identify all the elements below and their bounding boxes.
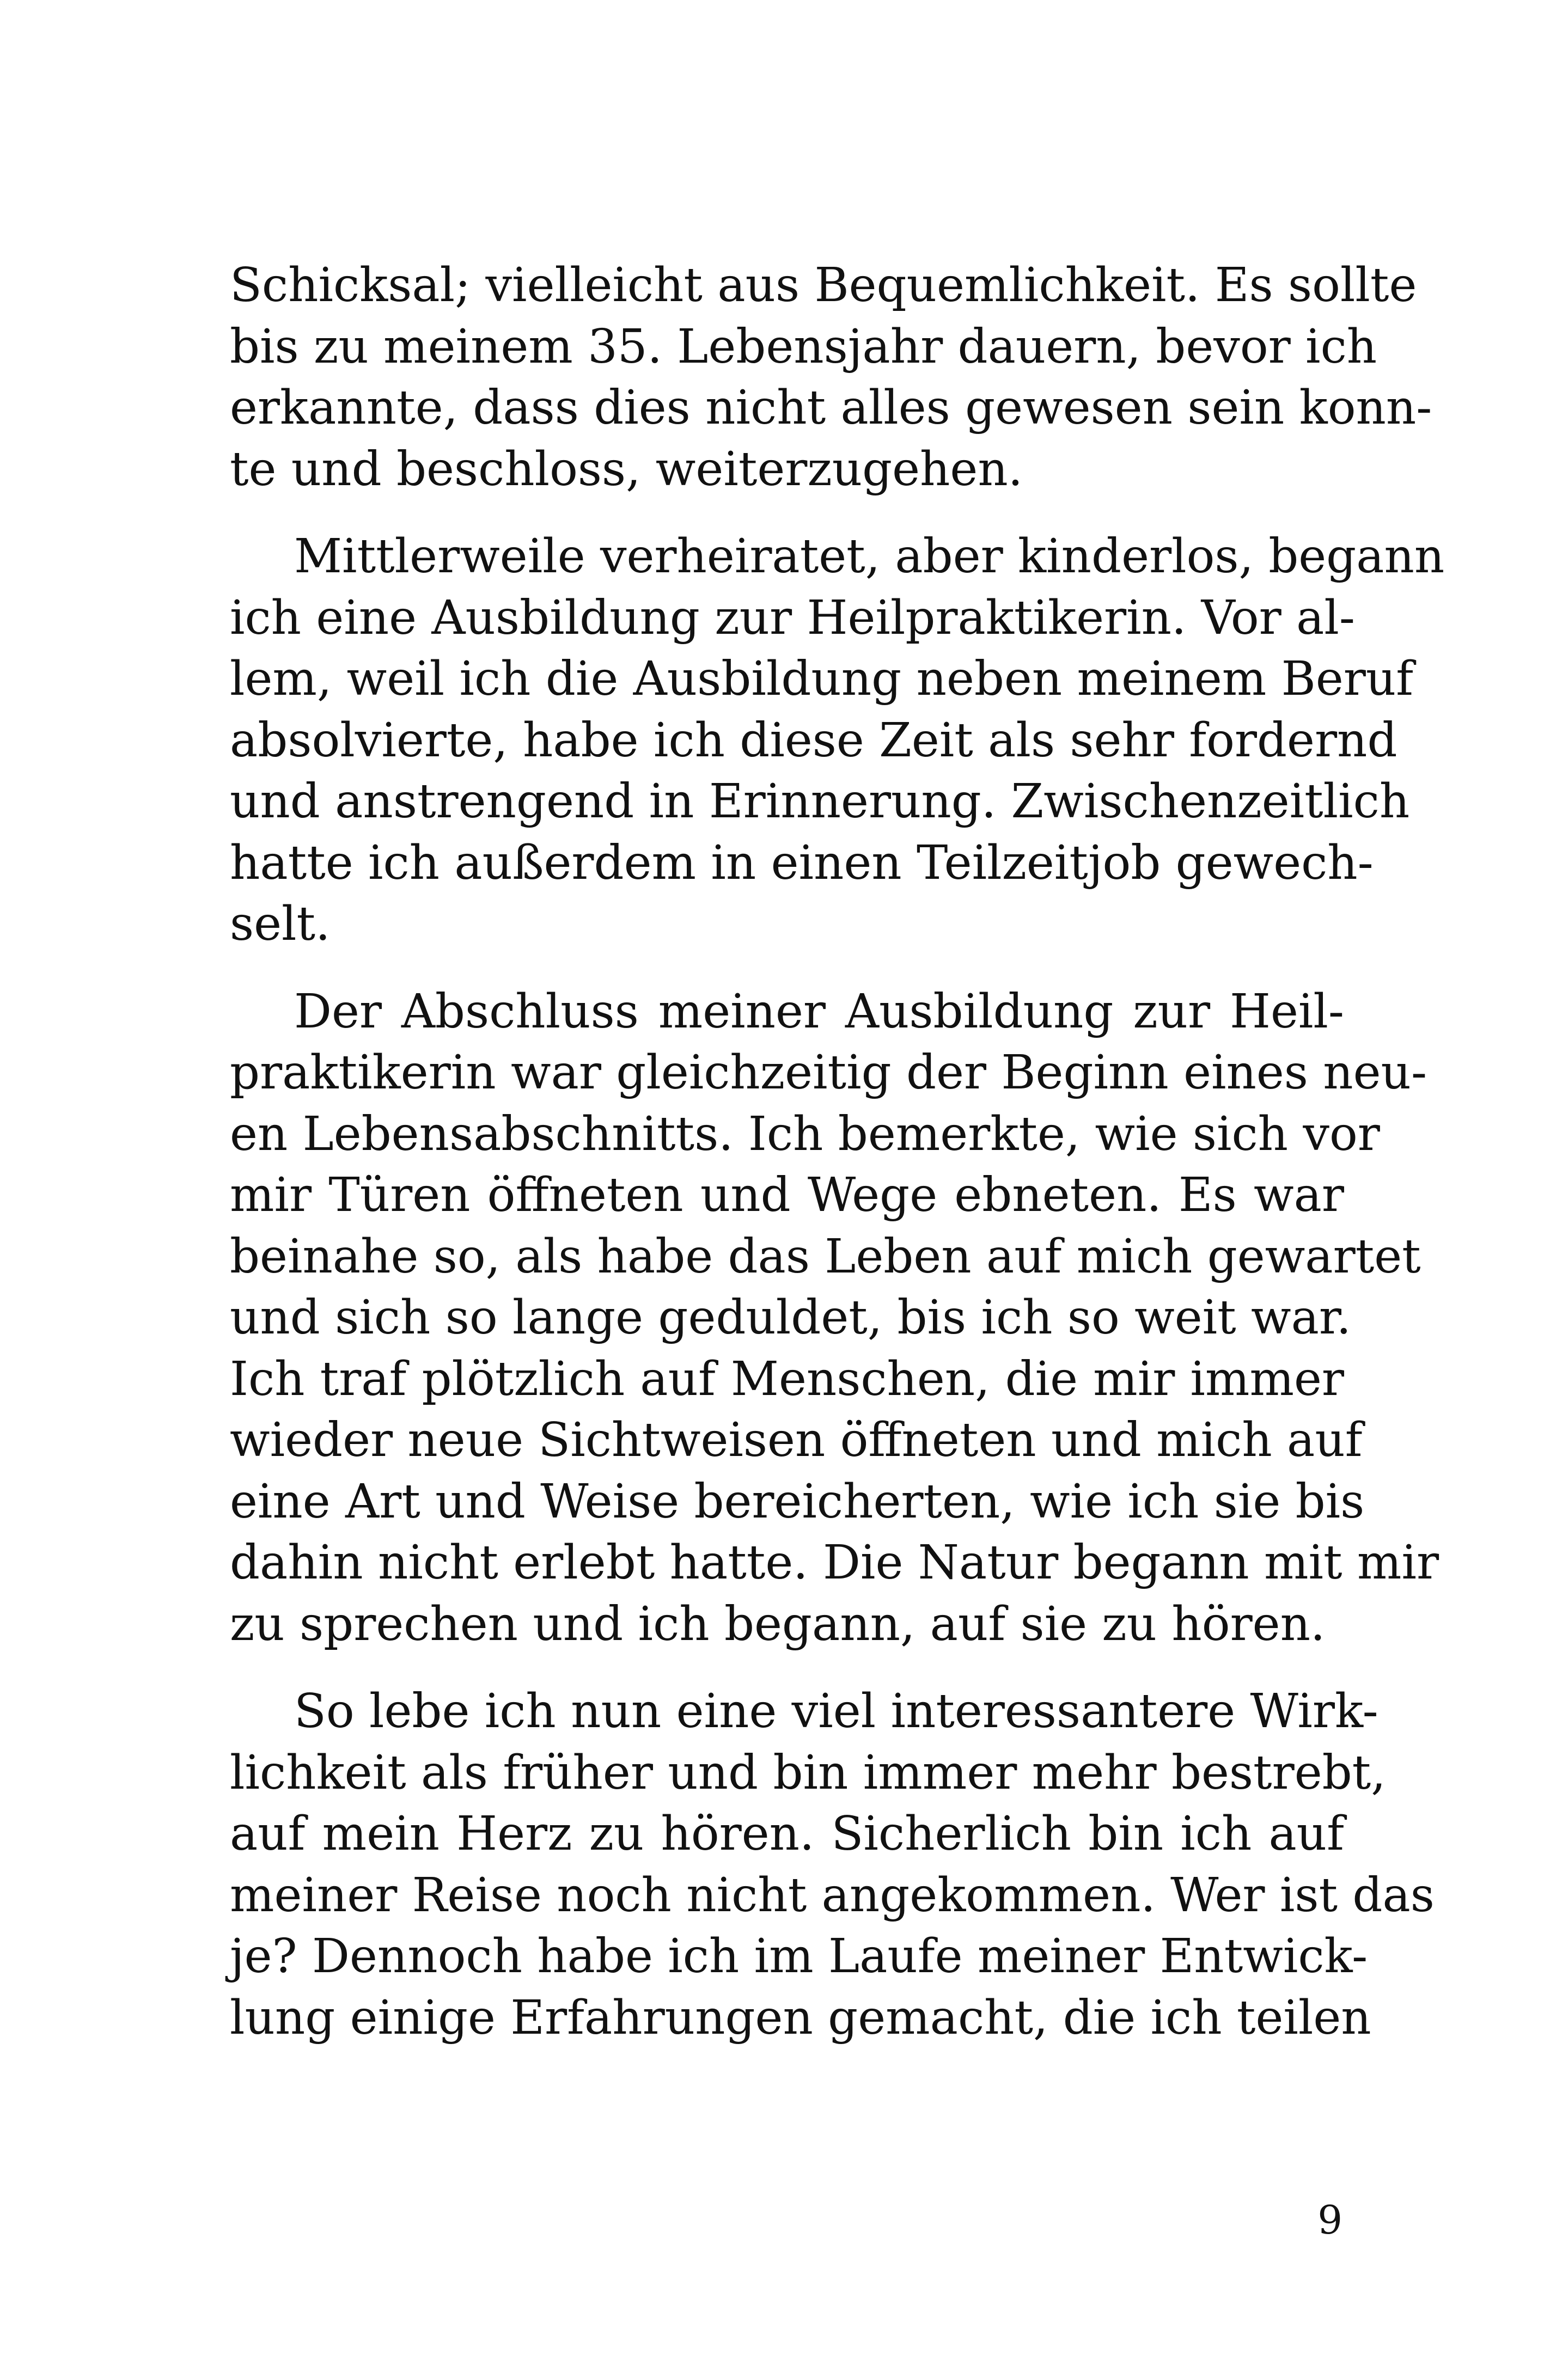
page-number: 9 — [1317, 2197, 1342, 2243]
text-line: Schicksal; vielleicht aus Bequemlichkeit. Es sollte — [230, 258, 1417, 313]
text-line: und anstrengend in Erinnerung. Zwischenzeitlich — [230, 774, 1410, 829]
text-line: auf mein Herz zu hören. Sicherlich bin ich auf — [230, 1807, 1344, 1861]
text-line: Ich traf plötzlich auf Menschen, die mir immer — [230, 1351, 1344, 1406]
text-line: bis zu meinem 35. Lebensjahr dauern, bevor ich — [230, 319, 1377, 374]
text-line: beinahe so, als habe das Leben auf mich gewartet — [230, 1229, 1421, 1284]
text-line: Mittlerweile verheiratet, aber kinderlos, begann — [294, 529, 1445, 584]
paragraph-4 — [230, 1681, 1435, 2048]
text-line: lem, weil ich die Ausbildung neben meinem Beruf — [230, 652, 1414, 706]
text-line: wieder neue Sichtweisen öffneten und mich auf — [230, 1413, 1363, 1467]
text-line: und sich so lange geduldet, bis ich so weit war. — [230, 1290, 1351, 1345]
text-line: erkannte, dass dies nicht alles gewesen sein konn- — [230, 381, 1432, 435]
text-line: dahin nicht erlebt hatte. Die Natur begann mit mir — [230, 1535, 1439, 1590]
text-line: en Lebensabschnitts. Ich bemerkte, wie sich vor — [230, 1106, 1380, 1161]
text-line: eine Art und Weise bereicherten, wie ich sie bis — [230, 1474, 1365, 1529]
body-text — [230, 255, 1445, 2048]
text-line: absolvierte, habe ich diese Zeit als sehr fordernd — [230, 713, 1397, 768]
text-line: ich eine Ausbildung zur Heilpraktikerin. Vor al- — [230, 590, 1355, 645]
text-line: te und beschloss, weiterzugehen. — [230, 442, 1023, 497]
paragraph-3 — [230, 981, 1439, 1655]
text-line: So lebe ich nun eine viel interessantere Wirk- — [294, 1684, 1378, 1739]
text-line: lung einige Erfahrungen gemacht, die ich teilen — [230, 1990, 1371, 2045]
text-line: Der Abschluss meiner Ausbildung zur Heil- — [294, 984, 1344, 1039]
text-line: zu sprechen und ich begann, auf sie zu hören. — [230, 1596, 1326, 1651]
text-line: lichkeit als früher und bin immer mehr bestrebt, — [230, 1745, 1386, 1800]
paragraph-1 — [230, 255, 1432, 500]
text-line: je? Dennoch habe ich im Laufe meiner Entwick- — [230, 1929, 1368, 1984]
text-line: selt. — [230, 897, 331, 951]
text-line: mir Türen öffneten und Wege ebneten. Es war — [230, 1168, 1344, 1222]
text-line: hatte ich außerdem in einen Teilzeitjob gewech- — [230, 835, 1374, 890]
text-line: meiner Reise noch nicht angekommen. Wer ist das — [230, 1868, 1435, 1923]
paragraph-2 — [230, 526, 1445, 955]
text-line: praktikerin war gleichzeitig der Beginn eines neu- — [230, 1045, 1427, 1100]
